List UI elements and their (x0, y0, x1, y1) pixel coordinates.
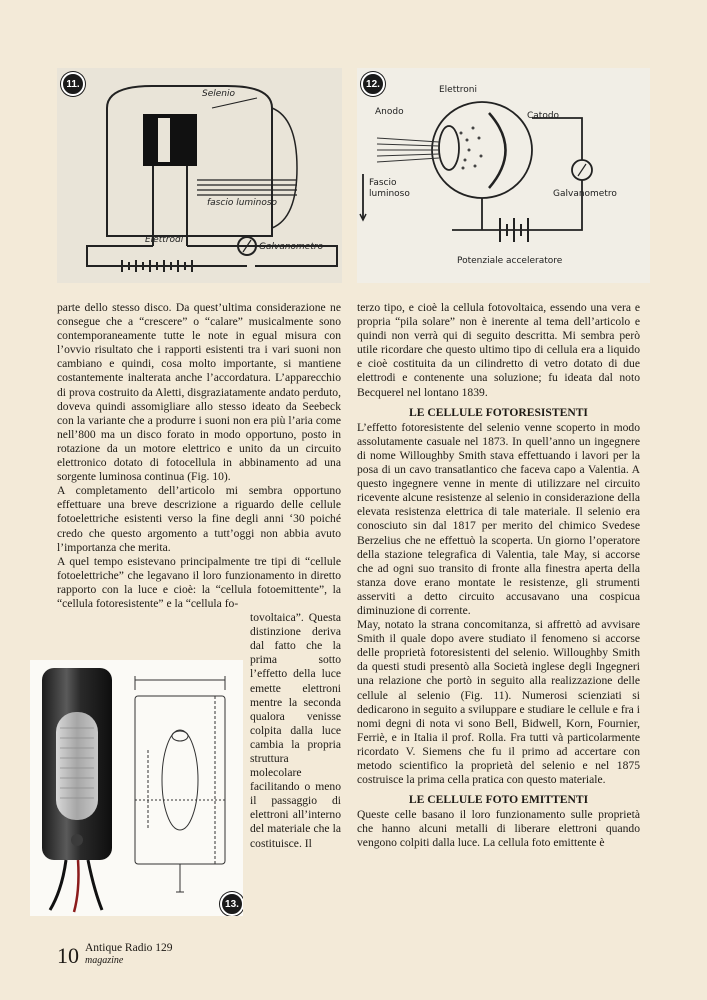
label-galvanometro: Galvanometro (553, 189, 617, 199)
left-text-column (57, 301, 341, 893)
figure-12-photoemissive-cell-diagram (357, 68, 650, 283)
figure-12-badge: 12. (361, 72, 385, 96)
figure-11-selenium-cell-diagram (57, 68, 342, 283)
magazine-title: Antique Radio 129 (85, 942, 173, 954)
cathode (489, 113, 506, 188)
label-anodo: Anodo (375, 107, 404, 117)
right-paragraph-4: Queste celle basano il loro funzionamento sulle proprietà che hanno alcuni metalli di liberare elettroni quando vengono colpiti dalla luce. La cellula foto emittente è (357, 808, 640, 850)
left-paragraph-3-wrapped: tovoltaica”. Questa distinzione deriva dal fatto che la prima sotto l’effetto della luce emette elettroni mentre la seconda qualora venisse colpita dalla luce cambia la propria struttura molecolare facilitando o meno il passaggio di elettroni all’interno del materiale che la costituisce. Il (250, 611, 341, 850)
figure-13-badge: 13. (220, 892, 243, 916)
section-heading-foto-emittenti: LE CELLULE FOTO EMITTENTI (408, 793, 589, 807)
label-potenziale-acceleratore: Potenziale acceleratore (457, 256, 563, 266)
label-fascio-luminoso: fascio luminoso (207, 198, 278, 208)
magazine-subtitle: magazine (85, 955, 124, 966)
section-heading-fotoresistenti: LE CELLULE FOTORESISTENTI (409, 405, 588, 419)
left-paragraph-1: parte dello stesso disco. Da quest’ultima considerazione ne consegue che a “crescere” o “calare” musicalmente sono contemporaneamente tutte le note in egual misura con l’ovvio risultato che i rapporti esistenti tra i vari suoni non cambiano e quindi, cosa molto importante, si mantiene costantemente inalterata anche l’accordatura. L’apparecchio di prova costruito da Aletti, disgraziatamente andato perduto, doveva quindi assomigliare allo stesso ideato da Seebeck con la variante che a produrre i suoni non era più l’aria come nell’800 ma un disco forato in modo opportuno, posto in rotazione da un motore elettrico e unito da un circuito elettronico dotato di fotocellula in abbinamento ad una sorgente luminosa continua (Fig. 10). (57, 301, 341, 484)
left-paragraph-3-intro: A quel tempo esistevano principalmente tre tipi di “cellule fotoelettriche” che legavano il loro funzionamento in diretto rapporto con la luce e cioè: la “cellula fotoemittente”, la “cellula fotoresistente” e la “cellula fo- (57, 554, 341, 610)
figure-11-drawing (57, 68, 342, 283)
page-number: 10 (57, 943, 79, 968)
label-fascio: Fascio (369, 178, 397, 188)
right-paragraph-2: L’effetto fotoresistente del selenio venne scoperto in modo assolutamente casuale nel 1873. In quell’anno un ingegnere di nome Willoughby Smith stava effettuando i lavori per la posa di un cavo transatlantico che faceva capo a Valentia. A questo ingegnere venne in mente di utilizzare nel circuito ricevente alcune resistenze al selenio in considerazione della elevata resistenza elettrica di tale materiale. Il selenio era conosciuto sin dal 1817 per merito del chimico Svedese Berzelius che ne effettuò la scoperta. Un giorno l’operatore della stazione telegrafica di Valentia, tale May, si accorse che ad ogni suo transito di fronte alla finestra aperta della stanza dove erano montate le resistenze, gli strumenti asserviti a detto circuito accusavano una cospicua diminuzione di corrente. (357, 420, 640, 617)
magazine-name (85, 942, 173, 967)
right-text-column (357, 301, 640, 851)
label-elettrodi: Elettrodi (145, 235, 184, 245)
label-galvanometro: Galvanometro (259, 242, 324, 252)
figure-13-text-wrap-space (57, 611, 250, 893)
anode (439, 126, 459, 170)
figure-11-badge: 11. (61, 72, 85, 96)
label-catodo: Catodo (527, 111, 560, 121)
left-paragraph-2: A completamento dell’articolo mi sembra opportuno effettuare una breve descrizione a riguardo delle cellule fotoelettriche esistenti verso la fine degli anni ‘30 poiché credo che questo argomento a tutt’oggi non abbia avuto l’importanza che merita. (57, 484, 341, 554)
page-footer (57, 942, 173, 967)
figure-12-drawing (357, 68, 650, 283)
right-paragraph-1: terzo tipo, e cioè la cellula fotovoltaica, essendo una vera e propria “pila solare” non è inerente al tema dell’articolo e quindi non verrà qui di seguito descritta. Mi sembra però utile ricordare che questo ultimo tipo di cellula era a liquido e cioè costituita da un cilindretto di vetro dotato di due elettrodi e contenente una soluzione; fu ideata dal noto Becquerel nel lontano 1839. (357, 301, 640, 399)
label-selenio: Selenio (202, 89, 235, 99)
label-luminoso: luminoso (369, 189, 410, 199)
label-elettroni: Elettroni (439, 85, 477, 95)
right-paragraph-3: May, notato la strana concomitanza, si affrettò ad avvisare Smith il quale dopo avere studiato il fenomeno si accorse delle proprietà fotoresistenti del selenio. Willoughby Smith da questi studi presentò alla Società inglese degli Ingegneri una relazione che portò in seguito alla realizzazione delle cellule al selenio (Fig. 11). Numerosi scienziati si dedicarono in seguito a sviluppare e studiare le cellule e fra i nomi degni di nota vi sono Bell, Bidwell, Korn, Fournier, Ferriè, e in Italia il prof. Rolla. Fra tutti và particolarmente ricordato V. Siemens che fu il primo ad accertare con metodo scientifico la proprietà del selenio e nel 1875 costruisce la prima cella pratica con questo materiale. (357, 618, 640, 787)
glass-bulb (432, 102, 532, 198)
